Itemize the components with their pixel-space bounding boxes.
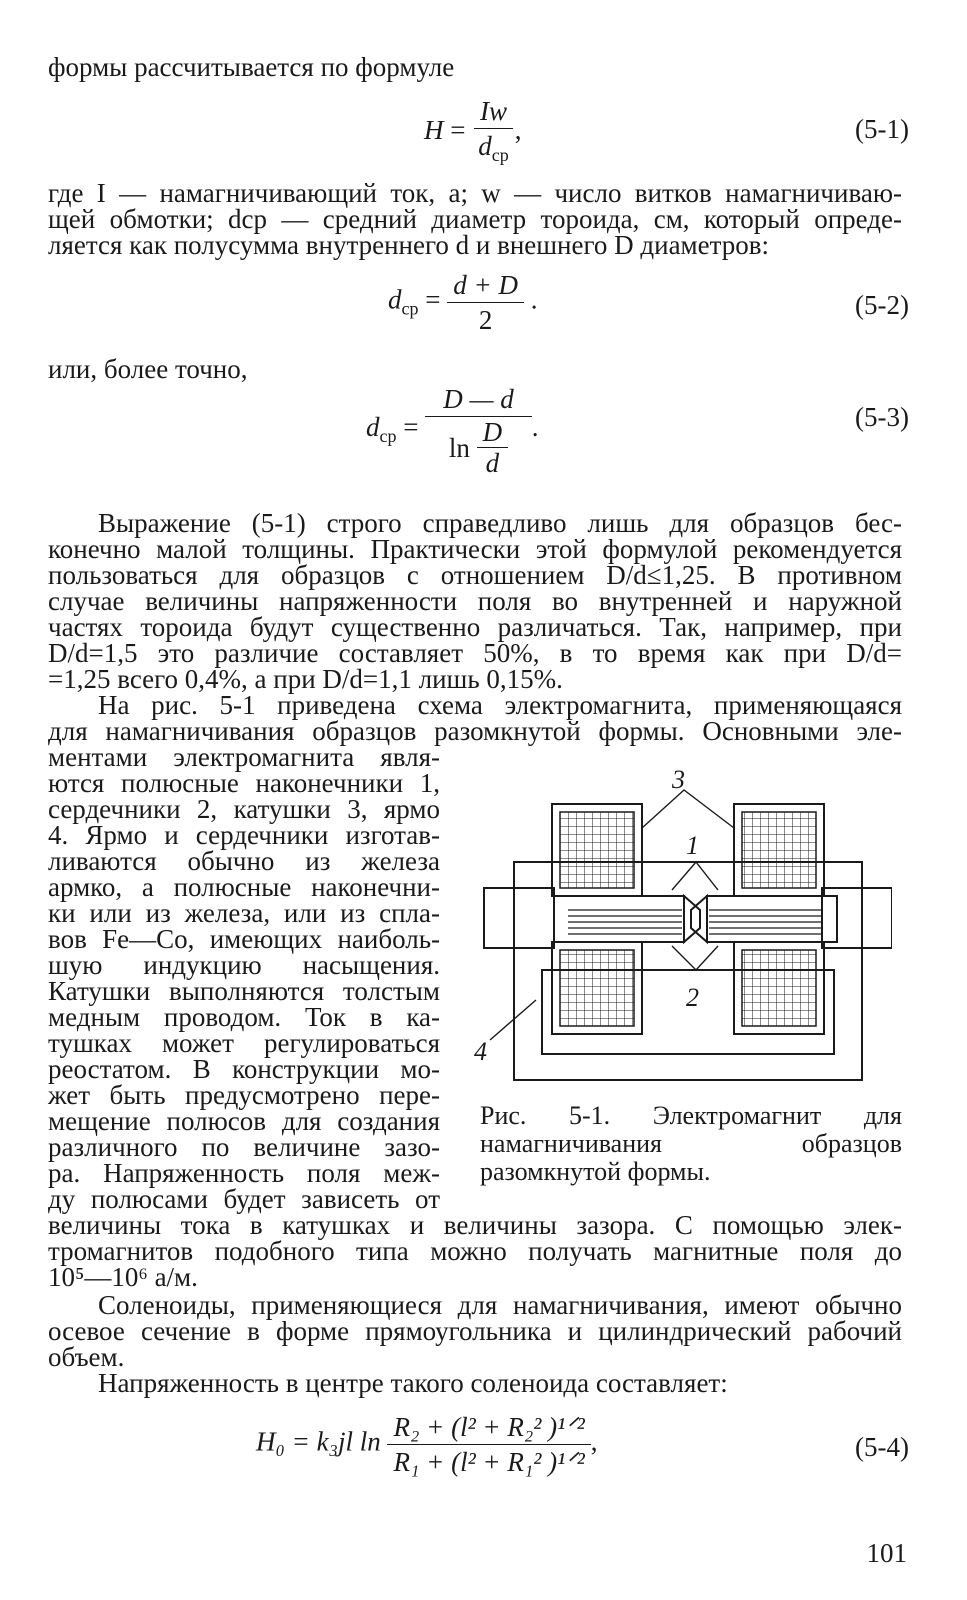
coil-winding <box>742 812 816 888</box>
formula-5-2: $d_{ср}$ = $\frac{d + D}{2}$ . <box>388 270 538 335</box>
para3-narrow-2: ются полюсные наконечники 1, <box>48 768 440 798</box>
equation-number-5-3: (5-3) <box>855 402 909 432</box>
para3-narrow-1: ментами электромагнита явля- <box>48 742 440 772</box>
equation-number-5-2: (5-2) <box>855 290 909 320</box>
para1-line-2: щей обмотки; dср — средний диаметр тороида, см, который опреде- <box>48 204 902 234</box>
fraction <box>387 1412 590 1477</box>
label-yoke: 4 <box>474 1037 487 1066</box>
para2-line-7: =1,25 всего 0,4%, а при D/d=1,1 лишь 0,15%. <box>48 664 563 694</box>
formula-5-4 <box>256 1412 597 1477</box>
para3-line-2: для намагничивания образцов разомкнутой формы. Основными эле- <box>48 716 902 746</box>
para3-narrow-9: шую индукцию насыщения. <box>48 950 440 980</box>
para3-narrow-6: армко, а полюсные наконечни- <box>48 872 440 902</box>
para3-tail-2: тромагнитов подобного типа можно получать магнитные поля до <box>48 1236 902 1266</box>
denominator: d <box>478 131 492 161</box>
numerator: d + D <box>453 270 518 300</box>
para1-line-1: где I — намагничивающий ток, а; w — число витков намагничиваю- <box>48 178 902 208</box>
formula-lhs: H₀ = k₃jl ln <box>256 1426 381 1457</box>
para4-line-2: осевое сечение в форме прямоугольника и цилиндрический рабочий <box>48 1316 902 1346</box>
subscript: ср <box>379 426 397 447</box>
subscript: ср <box>491 145 509 165</box>
inner-numerator: D <box>482 417 503 447</box>
para3-narrow-5: ливаются обычно из железа <box>48 846 440 876</box>
label-coil: 3 <box>672 770 685 794</box>
para3-tail-1: величины тока в катушках и величины зазора. С помощью элек- <box>48 1210 902 1240</box>
punct: . <box>530 284 538 315</box>
para1-line-3: ляется как полусумма внутреннего d и внешнего D диаметров: <box>48 230 769 260</box>
para3-narrow-11: медным проводом. Ток в ка- <box>48 1002 440 1032</box>
para3-tail-3: 10⁵—10⁶ а/м. <box>48 1262 198 1292</box>
numerator: D — d <box>443 384 514 414</box>
denominator: 2 <box>478 305 493 335</box>
punct: , <box>590 1426 598 1457</box>
para3-narrow-14: жет быть предусмотрено пере- <box>48 1080 440 1110</box>
fraction <box>447 270 524 335</box>
para2-line-1: Выражение (5-1) строго справедливо лишь для образцов бес- <box>98 508 902 538</box>
coil-winding <box>560 812 634 888</box>
equation-number-5-4: (5-4) <box>855 1432 909 1462</box>
inner-denominator: d <box>485 448 500 478</box>
formula-5-1: H = $\frac{Iw}{d_{ср}}$ , <box>424 96 521 170</box>
formula-lhs: d <box>388 284 402 315</box>
formula-lhs: d <box>366 412 380 443</box>
para3-narrow-17: ра. Напряженность поля меж- <box>48 1158 440 1188</box>
coil-winding <box>742 950 816 1026</box>
para4-line-1: Соленоиды, применяющиеся для намагничивания, имеют обычно <box>98 1290 902 1320</box>
para3-narrow-13: реостатом. В конструкции мо- <box>48 1054 440 1084</box>
formula-lhs: H <box>424 115 444 146</box>
label-pole: 1 <box>686 831 699 860</box>
numerator: Iw <box>479 96 507 126</box>
fraction <box>472 96 515 170</box>
right-core <box>707 896 837 942</box>
ln-operator: ln <box>448 432 470 463</box>
electromagnet-diagram <box>472 770 892 1090</box>
para5: Напряженность в центре такого соленоида составляет: <box>98 1368 728 1398</box>
formula-5-3: $d_{ср}$ = D — d ln $\frac{D}{d}$ . <box>366 384 539 478</box>
para3-narrow-4: 4. Ярмо и сердечники изготав- <box>48 820 440 850</box>
intro-line: формы рассчитывается по формуле <box>48 52 455 82</box>
para2-line-4: случае величины напряженности поля во внутренней и наружной <box>48 586 902 616</box>
numerator: R₂ + (l² + R₂² )¹ᐟ² <box>393 1412 585 1442</box>
para3-narrow-3: сердечники 2, катушки 3, ярмо <box>48 794 440 824</box>
denominator: R₁ + (l² + R₁² )¹ᐟ² <box>393 1447 585 1477</box>
equation-number-5-1: (5-1) <box>855 114 909 144</box>
para2-line-3: пользоваться для образцов с отношением D/d≤1,25. В противном <box>48 560 902 590</box>
fraction <box>425 384 532 476</box>
left-core <box>554 896 684 942</box>
para3-line-1: На рис. 5-1 приведена схема электромагнита, применяющаяся <box>98 690 902 720</box>
page-number: 101 <box>866 1538 907 1568</box>
label-core: 2 <box>686 983 699 1012</box>
figure-caption: Рис. 5-1. Электромагнит для намагничивания образцов разомкнутой формы. <box>480 1101 902 1186</box>
para3-narrow-15: мещение полюсов для создания <box>48 1106 440 1136</box>
para3-narrow-8: вов Fe—Co, имеющих наиболь- <box>48 924 440 954</box>
punct: . <box>531 412 539 443</box>
para4-line-3: объем. <box>48 1342 125 1372</box>
or-line: или, более точно, <box>48 354 248 384</box>
para3-narrow-10: Катушки выполняются толстым <box>48 976 440 1006</box>
left-shaft <box>484 888 554 948</box>
para3-narrow-16: различного по величине зазо- <box>48 1132 440 1162</box>
para3-narrow-7: ки или из железа, или из спла- <box>48 898 440 928</box>
inner-fraction <box>477 419 509 476</box>
para3-narrow-12: тушках может регулироваться <box>48 1028 440 1058</box>
punct: , <box>514 115 522 146</box>
coil-winding <box>560 950 634 1026</box>
para2-line-2: конечно малой толщины. Практически этой формулой рекомендуется <box>48 534 902 564</box>
subscript: ср <box>401 298 419 319</box>
para2-line-6: D/d=1,5 это различие составляет 50%, в то время как при D/d= <box>48 638 902 668</box>
para3-narrow-18: ду полюсами будет зависеть от <box>48 1184 440 1214</box>
para2-line-5: частях тороида будут существенно различаться. Так, например, при <box>48 612 902 642</box>
